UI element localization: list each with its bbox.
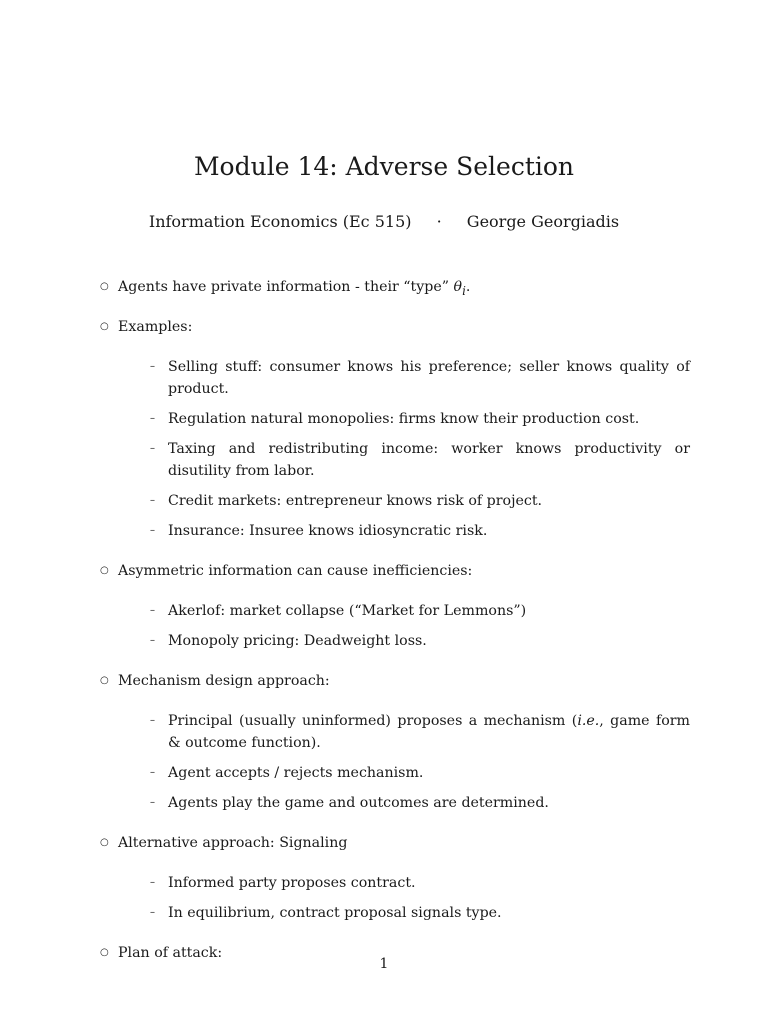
dash-icon: –	[150, 442, 155, 454]
page-number: 1	[379, 956, 389, 972]
list-item: – Regulation natural monopolies: firms know their production cost.	[150, 408, 690, 430]
examples-list	[150, 356, 690, 542]
list-item: – Selling stuff: consumer knows his preference; seller knows quality of product.	[150, 356, 690, 400]
bullet-circle-icon: ○	[100, 320, 109, 332]
list-item: – Akerlof: market collapse (“Market for Lemmons”)	[150, 600, 690, 622]
bullet-text: Examples:	[118, 318, 193, 335]
dash-icon: –	[150, 876, 155, 888]
bullet-text: Asymmetric information can cause inefficiencies:	[118, 562, 473, 579]
bullet-circle-icon: ○	[100, 946, 109, 958]
dash-icon: –	[150, 796, 155, 808]
dash-icon: –	[150, 766, 155, 778]
bullet-text-end: .	[465, 279, 471, 295]
dash-icon: –	[150, 906, 155, 918]
mechanism-list	[150, 710, 690, 814]
dash-icon: –	[150, 412, 155, 424]
bullet-mechanism-design	[100, 670, 690, 814]
bullet-signaling	[100, 832, 690, 924]
list-item: – In equilibrium, contract proposal signals type.	[150, 902, 690, 924]
math-subscript: i	[462, 283, 466, 298]
dash-icon: –	[150, 714, 155, 726]
math-theta: θ	[453, 279, 463, 295]
bullet-asymmetric-information	[100, 560, 690, 652]
bullet-examples	[100, 316, 690, 542]
bullet-text: Agents have private information - their “type”	[118, 279, 454, 295]
main-content	[100, 276, 690, 978]
subtitle-separator: ·	[436, 212, 442, 231]
list-item: – Informed party proposes contract.	[150, 872, 690, 894]
list-item: – Insurance: Insuree knows idiosyncratic risk.	[150, 520, 690, 542]
bullet-text: Mechanism design approach:	[118, 672, 330, 689]
dash-icon: –	[150, 634, 155, 646]
bullet-private-information	[100, 276, 690, 302]
subtitle	[0, 212, 768, 231]
list-item: – Principal (usually uninformed) proposes a mechanism (i.e., game form & outcome function).	[150, 710, 690, 754]
dash-icon: –	[150, 494, 155, 506]
signaling-list	[150, 872, 690, 924]
author-name: George Georgiadis	[466, 212, 620, 231]
course-name: Information Economics (Ec 515)	[148, 212, 412, 231]
bullet-circle-icon: ○	[100, 836, 109, 848]
bullet-text: Plan of attack:	[118, 944, 223, 961]
bullet-text: Alternative approach: Signaling	[118, 834, 348, 851]
dash-icon: –	[150, 524, 155, 536]
inefficiencies-list	[150, 600, 690, 652]
list-item: – Agent accepts / rejects mechanism.	[150, 762, 690, 784]
bullet-circle-icon: ○	[100, 674, 109, 686]
dash-icon: –	[150, 604, 155, 616]
dash-icon: –	[150, 360, 155, 372]
list-item: – Monopoly pricing: Deadweight loss.	[150, 630, 690, 652]
page-title: Module 14: Adverse Selection	[193, 152, 575, 181]
bullet-circle-icon: ○	[100, 564, 109, 576]
list-item: – Credit markets: entrepreneur knows risk of project.	[150, 490, 690, 512]
list-item: – Taxing and redistributing income: worker knows productivity or disutility from labor.	[150, 438, 690, 482]
list-item: – Agents play the game and outcomes are determined.	[150, 792, 690, 814]
bullet-circle-icon: ○	[100, 281, 109, 292]
